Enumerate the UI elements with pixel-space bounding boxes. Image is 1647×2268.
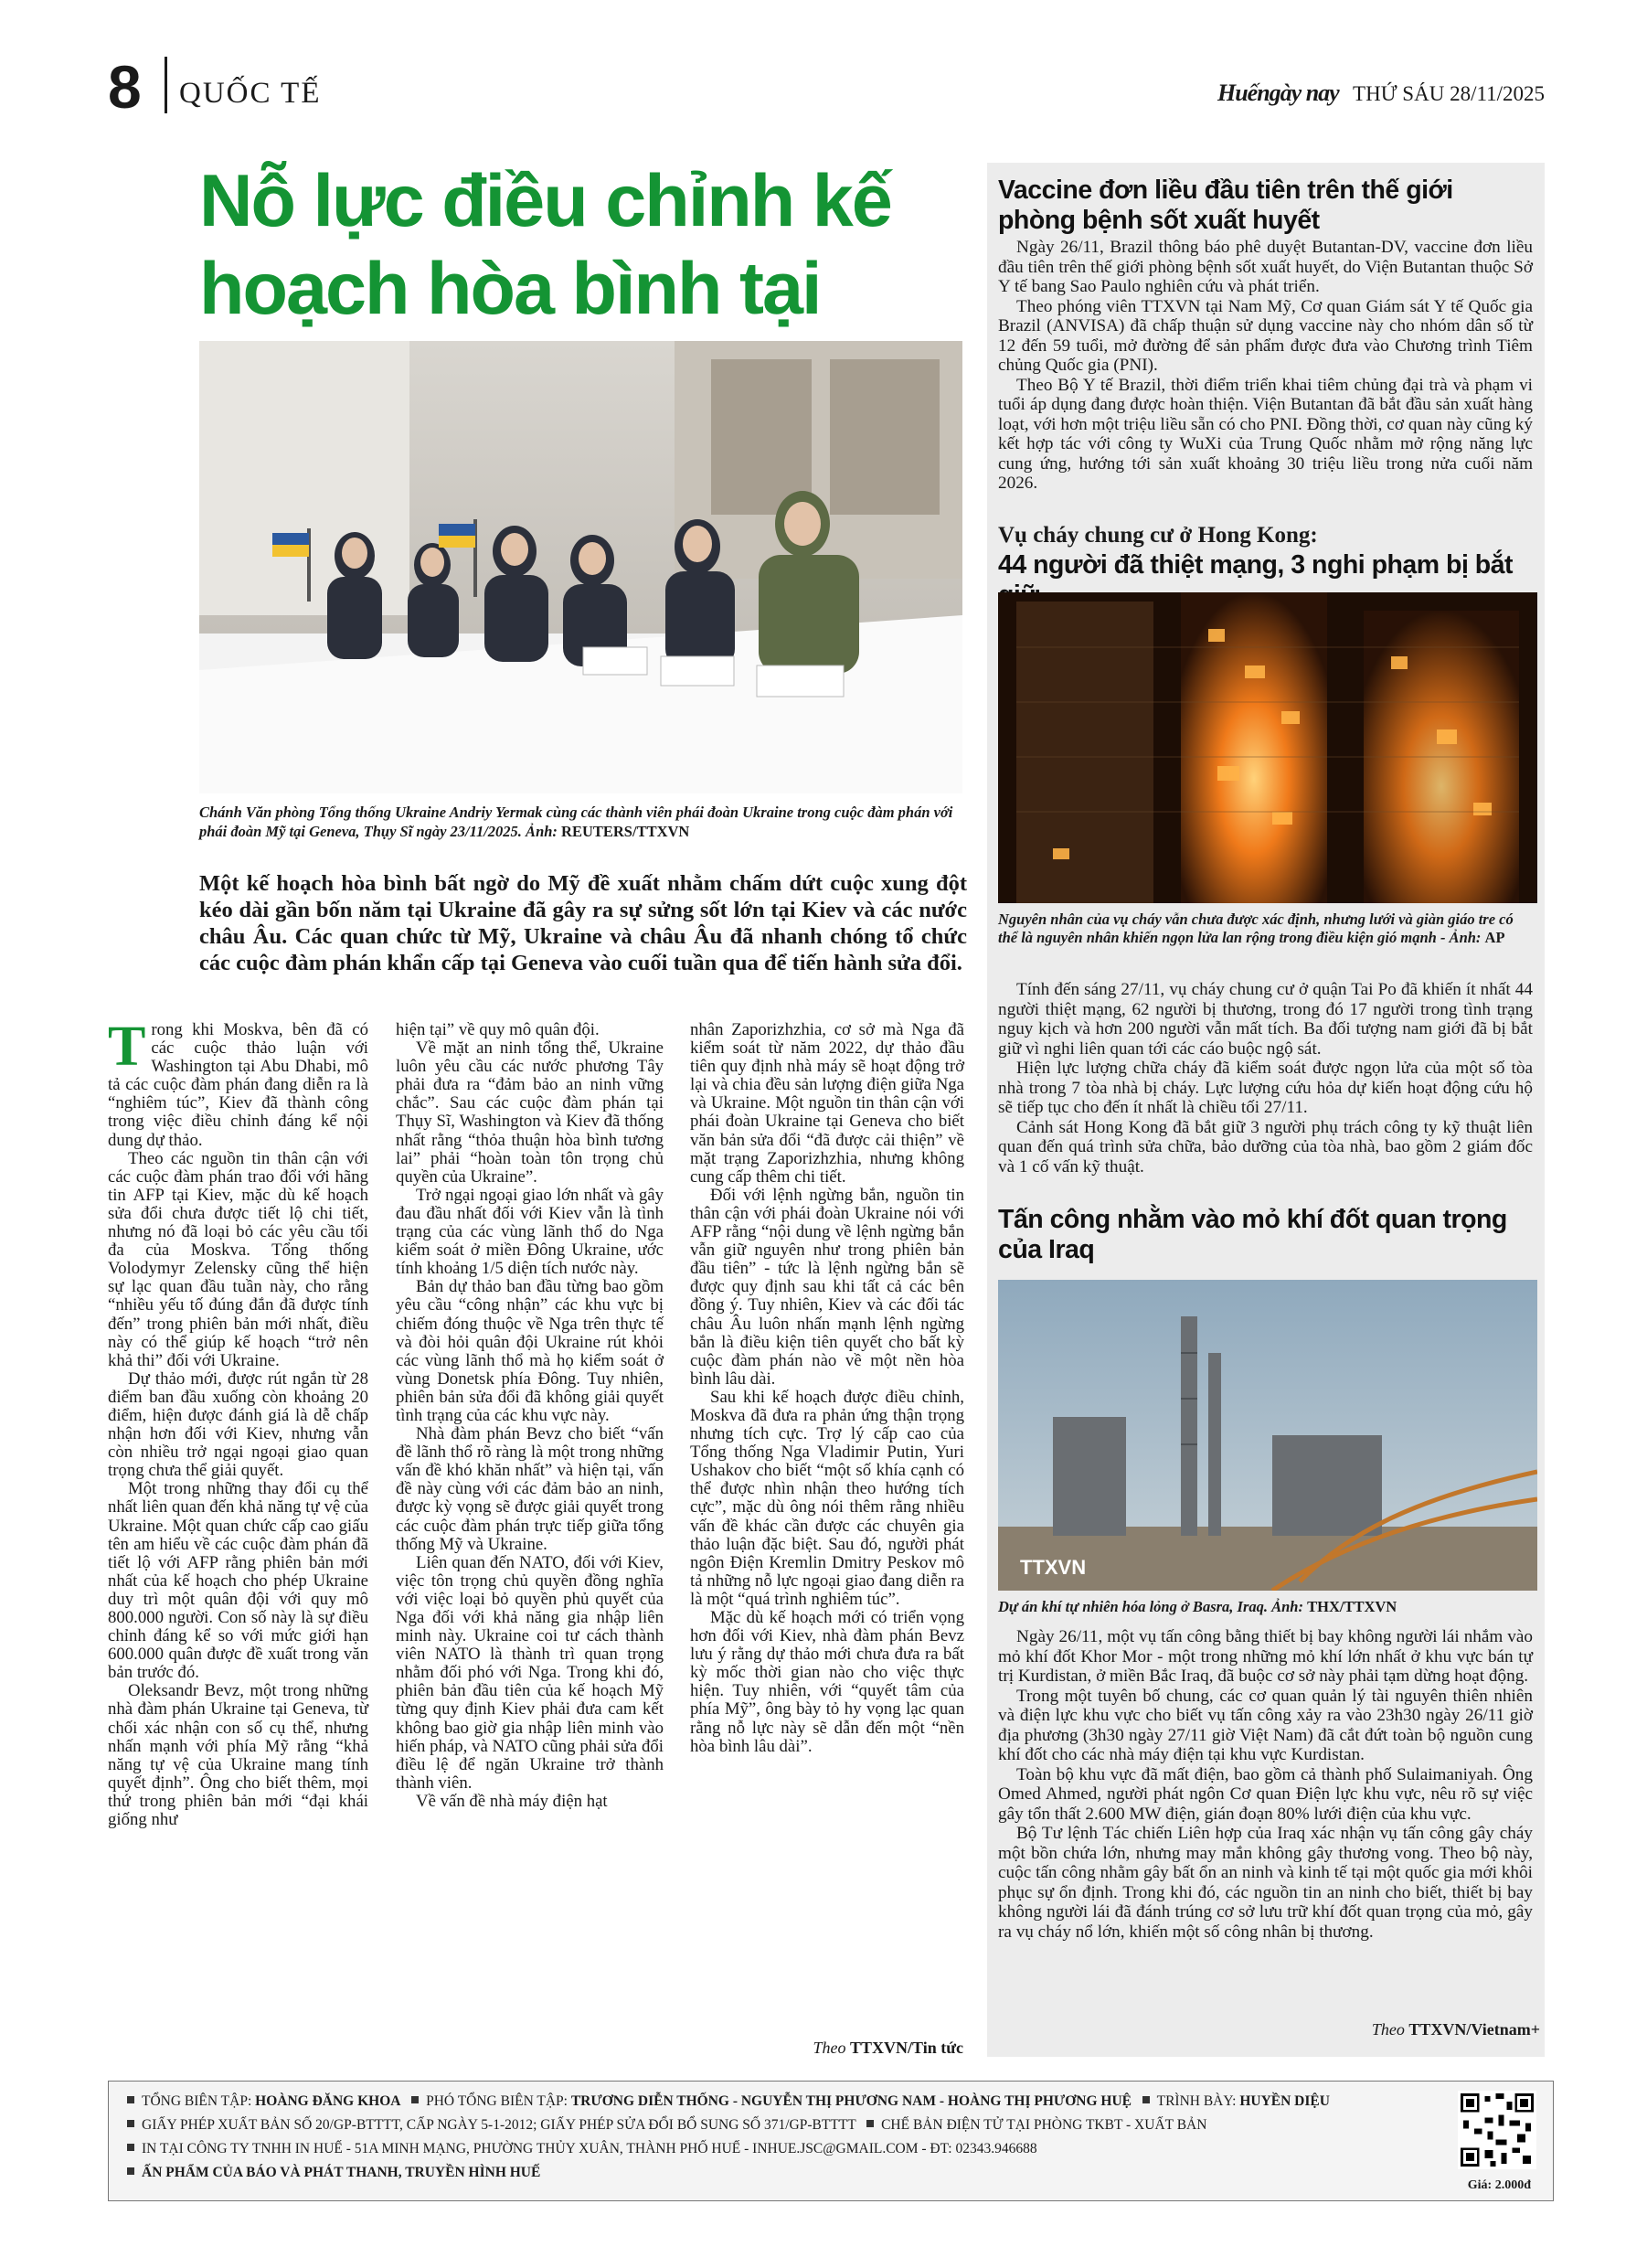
drop-cap: T — [108, 1016, 146, 1078]
footer-value: TRƯƠNG DIỄN THỐNG - NGUYỄN THỊ PHƯƠNG NAM - HOÀNG THỊ PHƯƠNG HUỆ — [570, 2093, 1132, 2109]
section-name: QUỐC TẾ — [179, 77, 322, 110]
hongkong-story-body — [998, 980, 1533, 1177]
body-paragraph: Dự thảo mới, được rút ngắn từ 28 điểm ban đầu xuống còn khoảng 20 điểm, hiện được đánh giá là dễ chấp nhận hơn đối với Kiev, nhưng vẫn còn nhiều trở ngại ngoại giao quan trọng chưa thể giải quyết. — [108, 1368, 368, 1481]
iraq-paragraph: Trong một tuyên bố chung, các cơ quan quản lý tài nguyên thiên nhiên và điện lực khu vực cho biết vụ tấn công xảy ra vào 23h30 ngày 26/11 giờ địa phương (3h30 ngày 27/11 giờ Việt Nam) đã cắt đứt toàn bộ nguồn cung khí đốt cho các nhà máy điện tại khu vực Kurdistan. — [998, 1686, 1533, 1764]
body-paragraph: Nhà đàm phán Bevz cho biết “vấn đề lãnh thổ rõ ràng là một trong những vấn đề khó khăn nhất” và hiện tại, vấn đề này cùng với các đảm bảo an ninh, được kỳ vọng sẽ được giải quyết trong các cuộc đàm phán trực tiếp giữa tổng thống Mỹ và Ukraine. — [396, 1424, 664, 1554]
iraq-photo-caption — [998, 1598, 1533, 1616]
bullet-square — [1142, 2096, 1150, 2103]
body-paragraph: Một trong những thay đổi cụ thể nhất liên quan đến khả năng tự vệ của Ukraine. Một quan chức cấp cao giấu tên am hiểu về các cuộc đàm phán đã tiết lộ với AFP rằng phiên bản mới nhất của kế hoạch cho phép Ukraine duy trì một quân đội với quy mô 800.000 người. Con số này là sự điều chỉnh đáng kể so với mức giới hạn 600.000 quân được đề xuất trong văn bản trước đó. — [108, 1479, 368, 1683]
iraq-paragraph: Toàn bộ khu vực đã mất điện, bao gồm cả thành phố Sulaimaniyah. Ông Omed Ahmed, người phát ngôn Cơ quan Điện lực khu vực, nêu rõ sự việc gây tổn thất 2.600 MW điện, gián đoạn 80% lưới điện của khu vực. — [998, 1764, 1533, 1824]
body-paragraph: Bản dự thảo ban đầu từng bao gồm yêu cầu “công nhận” các khu vực bị chiếm đóng thuộc về Nga trên thực tế và đòi hỏi quân đội Ukraine rút khỏi các vùng lãnh thổ mà họ kiểm soát ở vùng Donetsk phía Đông. Tuy nhiên, phiên bản sửa đổi đã không giải quyết tình trạng của các khu vực này. — [396, 1277, 664, 1425]
main-photo-caption — [199, 803, 967, 841]
bullet-square — [127, 2167, 134, 2175]
main-caption-credit: REUTERS/TTXVN — [561, 823, 690, 840]
fire-photo-illustration — [998, 592, 1537, 903]
hongkong-story-kicker: Vụ cháy chung cư ở Hong Kong: — [998, 523, 1318, 548]
footer-license-line — [127, 2116, 1206, 2135]
bullet-square — [127, 2144, 134, 2151]
main-lead: Một kế hoạch hòa bình bất ngờ do Mỹ đề xuất nhằm chấm dứt cuộc xung đột kéo dài gần bốn năm tại Ukraine đã gây ra sự sửng sốt lớn tại Kiev và các nước châu Âu. Các quan chức từ Mỹ, Ukraine và châu Âu đã nhanh chóng tổ chức các cuộc đàm phán khẩn cấp tại Geneva vào cuối tuần qua để tiến hành sửa đổi. — [199, 871, 967, 975]
main-caption-text: Chánh Văn phòng Tổng thống Ukraine Andriy Yermak cùng các thành viên phái đoàn Ukraine trong cuộc đàm phán với phái đoàn Mỹ tại Geneva, Thụy Sĩ ngày 23/11/2025. Ảnh: — [199, 804, 953, 840]
masthead-logo: Huếngày nay — [1217, 80, 1339, 106]
iraq-story-title: Tấn công nhằm vào mỏ khí đốt quan trọng của Iraq — [998, 1205, 1507, 1264]
iraq-paragraph: Bộ Tư lệnh Tác chiến Liên hợp của Iraq xác nhận vụ tấn công gây cháy một bồn chứa lớn, nhưng may mắn không gây thương vong. Theo bộ này, cuộc tấn công nhằm gây bất ổn an ninh và kinh tế tại một quốc gia mới khôi phục sự ổn định. Trong khi đó, các nguồn tin an ninh cho biết, thiết bị bay không người lái đã đánh trúng cơ sở lưu trữ khí đốt quan trọng của mỏ, gây ra vụ cháy nổ lớn, khiến một số công nhân bị thương. — [998, 1824, 1533, 1942]
iraq-story-source — [1372, 2020, 1540, 2039]
iraq-gas-plant-photo — [998, 1280, 1537, 1591]
footer-publisher-line — [127, 2164, 540, 2182]
paragraph-text: rong khi Moskva, bên đã có các cuộc thảo luận với Washington tại Abu Dhabi, mô tả các cuộc đàm phán đang diễn ra là “nghiêm túc”, Kiev đã thành công trong việc điều chỉnh đáng kể nội dung dự thảo. — [108, 1020, 368, 1150]
main-headline: Nỗ lực điều chỉnh kế hoạch hòa bình tại — [199, 160, 891, 330]
main-body-column-3 — [690, 1021, 964, 1756]
hongkong-paragraph: Tính đến sáng 27/11, vụ cháy chung cư ở quận Tai Po đã khiến ít nhất 44 người thiệt mạng, 62 người bị thương, trong đó 17 người trong tình trạng nguy kịch và hơn 200 người vẫn mất tích. Ba đối tượng nam giới đã bị bắt giữ vì nghi liên quan tới các cáo buộc ngộ sát. — [998, 980, 1533, 1059]
footer-value: HUYỀN DIỆU — [1239, 2093, 1330, 2109]
photo-watermark: TTXVN — [1020, 1556, 1087, 1579]
main-body-column-1 — [108, 1016, 368, 1830]
source-name: TTXVN/Tin tức — [850, 2039, 963, 2057]
iraq-paragraph: Ngày 26/11, một vụ tấn công bằng thiết bị bay không người lái nhắm vào mỏ khí đốt Khor Mor - một trong những mỏ khí lớn nhất ở khu vực bán tự trị Kurdistan, ở miền Bắc Iraq, đã buộc cơ sở này phải tạm dừng hoạt động. — [998, 1627, 1533, 1686]
footer-value: HOÀNG ĐĂNG KHOA — [255, 2093, 401, 2109]
body-paragraph: nhân Zaporizhzhia, cơ sở mà Nga đã kiểm soát từ năm 2022, dự thảo đầu tiên quy định nhà máy sẽ hoạt động trở lại và chia đều sản lượng điện giữa Nga và Ukraine. Một nguồn tin thân cận với phái đoàn Ukraine tại Geneva cho biết văn bản sửa đổi “đã được cải thiện” về mặt trạng Zaporizhzhia, nhưng không cung cấp thêm chi tiết. — [690, 1020, 964, 1187]
qr-code-icon[interactable] — [1458, 2091, 1536, 2169]
footer-printer-line — [127, 2140, 1037, 2158]
footer-text: IN TẠI CÔNG TY TNHH IN HUẾ - 51A MINH MẠNG, PHƯỜNG THỦY XUÂN, THÀNH PHỐ HUẾ - INHUE.JSC@GMAIL.COM - ĐT: 02343.946688 — [142, 2141, 1037, 2156]
bullet-square — [127, 2096, 134, 2103]
price-label: Giá: 2.000đ — [1467, 2178, 1531, 2192]
source-prefix: Theo — [1371, 2020, 1409, 2039]
hongkong-story-title: 44 người đã thiệt mạng, 3 nghi phạm bị bắt — [998, 550, 1514, 580]
bullet-square — [127, 2120, 134, 2127]
main-article-source — [813, 2039, 964, 2058]
hongkong-fire-photo — [998, 592, 1537, 903]
vaccine-story-body — [998, 238, 1533, 494]
body-paragraph: Theo các nguồn tin thân cận với các cuộc đàm phán trao đổi với hãng tin AFP tại Kiev, mặc dù kế hoạch sửa đổi chưa được tiết lộ chi tiết, nhưng nó đã loại bỏ các yêu cầu tối đa của Moskva. Tổng thống Volodymyr Zelensky cũng thể hiện sự lạc quan đầu tuần này, cho rằng “nhiều yếu tố đúng đắn đã được tính đến” trong phiên bản mới nhất, điều này có thể giúp kế hoạch “trở nên khả thi” đối với Ukraine. — [108, 1148, 368, 1370]
footer-label: TRÌNH BÀY: — [1156, 2093, 1240, 2109]
vaccine-paragraph: Theo Bộ Y tế Brazil, thời điểm triển khai tiêm chủng đại trà và phạm vi tuổi áp dụng đang được hoàn thiện. Viện Butantan đã bắt đầu sản xuất hàng loạt, với hơn một triệu liều sẵn có cho PNI. Đồng thời, cơ quan này cũng ký kết hợp tác với công ty WuXi của Trung Quốc nhằm mở rộng năng lực cung ứng, hướng tới sản xuất khoảng 30 triệu liều trong nửa cuối năm 2026. — [998, 375, 1533, 493]
body-paragraph: Đối với lệnh ngừng bắn, nguồn tin thân cận với phái đoàn Ukraine nói với AFP rằng “nội dung về lệnh ngừng bắn vẫn giữ nguyên như trong phiên bản đầu tiên” - tức là lệnh ngừng bắn sẽ được quy định sau khi tất cả các bên đồng ý. Tuy nhiên, Kiev và các đối tác châu Âu luôn nhấn mạnh lệnh ngừng bắn là điều kiện tiên quyết cho bất kỳ cuộc đàm phán nào về một nền hòa bình lâu dài. — [690, 1185, 964, 1389]
body-paragraph: Về mặt an ninh tổng thể, Ukraine luôn yêu cầu các nước phương Tây phải đưa ra “đảm bảo an ninh vững chắc”. Sau các cuộc đàm phán tại Thụy Sĩ, Washington và Kiev đã thống nhất rằng “thỏa thuận hòa bình tương lai” phải “hoàn toàn tôn trọng chủ quyền của Ukraine”. — [396, 1038, 664, 1187]
footer-editors-line — [127, 2092, 1330, 2111]
main-body-column-2 — [396, 1021, 664, 1811]
footer-label: TỔNG BIÊN TẬP: — [142, 2093, 256, 2109]
page-number: 8 — [108, 53, 142, 121]
body-paragraph: hiện tại” về quy mô quân đội. — [396, 1020, 600, 1039]
source-prefix: Theo — [813, 2039, 850, 2057]
footer-text: CHẾ BẢN ĐIỆN TỬ TẠI PHÒNG TKBT - XUẤT BẢN — [881, 2117, 1207, 2133]
iraq-story-body — [998, 1627, 1533, 1942]
negotiation-photo-illustration — [199, 341, 962, 793]
hongkong-paragraph: Cảnh sát Hong Kong đã bắt giữ 3 người phụ trách công ty kỹ thuật liên quan đến quá trình sửa chữa, bảo dưỡng của tòa nhà, bao gồm 2 giám đốc và 1 cố vấn kỹ thuật. — [998, 1117, 1533, 1177]
body-paragraph: Về vấn đề nhà máy điện hạt — [416, 1791, 608, 1811]
body-paragraph: Oleksandr Bevz, một trong những nhà đàm phán Ukraine tại Geneva, từ chối xác nhận con số cụ thể, nhưng nhấn mạnh với phía Mỹ rằng “khả năng tự vệ của Ukraine mang tính quyết định”. Ông cho biết thêm, mọi thứ trong phiên bản mới “đại khái giống như — [108, 1681, 368, 1830]
body-paragraph — [108, 1016, 368, 1150]
iraq-caption-credit: THX/TTXVN — [1307, 1598, 1397, 1615]
vaccine-paragraph: Theo phóng viên TTXVN tại Nam Mỹ, Cơ quan Giám sát Y tế Quốc gia Brazil (ANVISA) đã chấp thuận sử dụng vaccine này cho nhóm dân số từ 12 đến 59 tuổi, mở đường để sản phẩm được đưa vào Chương trình Tiêm chủng Quốc gia (PNI). — [998, 296, 1533, 375]
source-name: TTXVN/Vietnam+ — [1408, 2020, 1540, 2039]
hongkong-photo-caption — [998, 910, 1533, 947]
header-divider — [165, 57, 167, 113]
footer-text: ẤN PHẨM CỦA BÁO VÀ PHÁT THANH, TRUYỀN HÌNH HUẾ — [142, 2165, 541, 2180]
hongkong-paragraph: Hiện lực lượng chữa cháy đã kiểm soát được ngọn lửa của một số tòa nhà trong 7 tòa nhà bị cháy. Lực lượng cứu hỏa dự kiến hoạt động cứu hộ sẽ tiếp tục cho đến ít nhất là chiều tối 27/11. — [998, 1059, 1533, 1117]
gas-plant-illustration — [998, 1280, 1537, 1591]
body-paragraph: Mặc dù kế hoạch mới có triển vọng hơn đối với Kiev, nhà đàm phán Bevz lưu ý rằng dự thảo mới chưa đưa ra bất kỳ mốc thời gian nào cho việc thực hiện. Tuy nhiên, với “quyết tâm của phía Mỹ”, ông bày tỏ hy vọng lạc quan rằng nỗ lực này sẽ dẫn đến một “nền hòa bình lâu dài”. — [690, 1608, 964, 1756]
hongkong-caption-text: Nguyên nhân của vụ cháy vẫn chưa được xác định, nhưng lưới và giàn giáo tre có thể là nguyên nhân khiến ngọn lửa lan rộng trong điều kiện gió mạnh - Ảnh: — [998, 910, 1514, 946]
publication-footer — [108, 2081, 1554, 2201]
qr-code-graphic — [1458, 2091, 1536, 2169]
issue-date: THỨ SÁU 28/11/2025 — [1353, 82, 1545, 105]
bullet-square — [411, 2096, 419, 2103]
hongkong-caption-credit: AP — [1484, 929, 1505, 946]
bullet-square — [866, 2120, 874, 2127]
main-photo — [199, 341, 962, 793]
body-paragraph: Sau khi kế hoạch được điều chỉnh, Moskva đã đưa ra phản ứng thận trọng nhưng tích cực. Trợ lý cấp cao của Tổng thống Nga Vladimir Putin, Yuri Ushakov cho biết “một số khía cạnh có thể được nhìn nhận theo hướng tích cực”, mặc dù ông nói thêm rằng nhiều vấn đề khác cần được các chuyên gia thảo luận đặc biệt. Sau đó, người phát ngôn Điện Kremlin Dmitry Peskov mô tả những nỗ lực ngoại giao đang diễn ra là một “quá trình nghiêm túc”. — [690, 1387, 964, 1609]
iraq-caption-text: Dự án khí tự nhiên hóa lỏng ở Basra, Iraq. Ảnh: — [998, 1598, 1308, 1615]
masthead — [1217, 80, 1545, 107]
vaccine-paragraph: Ngày 26/11, Brazil thông báo phê duyệt Butantan-DV, vaccine đơn liều đầu tiên trên thế giới phòng bệnh sốt xuất huyết, do Viện Butantan thuộc Sở Y tế bang Sao Paulo nghiên cứu và phát triển. — [998, 238, 1533, 296]
footer-text: GIẤY PHÉP XUẤT BẢN SỐ 20/GP-BTTTT, CẤP NGÀY 5-1-2012; GIẤY PHÉP SỬA ĐỔI BỔ SUNG SỐ 371/GP-BTTTT — [142, 2117, 856, 2133]
body-paragraph: Trở ngại ngoại giao lớn nhất và gây đau đầu nhất đối với Kiev vẫn là tình trạng của các vùng lãnh thổ do Nga kiểm soát ở miền Đông Ukraine, ước tính khoảng 1/5 diện tích nước này. — [396, 1185, 664, 1279]
body-paragraph: Liên quan đến NATO, đối với Kiev, việc tôn trọng chủ quyền đồng nghĩa với việc loại bỏ quyền phủ quyết của Nga đối với khả năng gia nhập liên minh này. Ukraine coi tư cách thành viên NATO là thành trì quan trọng nhằm đối phó với Nga. Trong khi đó, phiên bản đầu tiên của kế hoạch Mỹ từng quy định Kiev phải đưa cam kết không bao giờ gia nhập liên minh vào hiến pháp, và NATO cũng phải sửa đổi điều lệ để ngăn Ukraine trở thành thành viên. — [396, 1552, 664, 1793]
footer-label: PHÓ TỔNG BIÊN TẬP: — [426, 2093, 571, 2109]
vaccine-story-title: Vaccine đơn liều đầu tiên trên thế giới phòng bệnh sốt xuất huyết — [998, 176, 1453, 235]
